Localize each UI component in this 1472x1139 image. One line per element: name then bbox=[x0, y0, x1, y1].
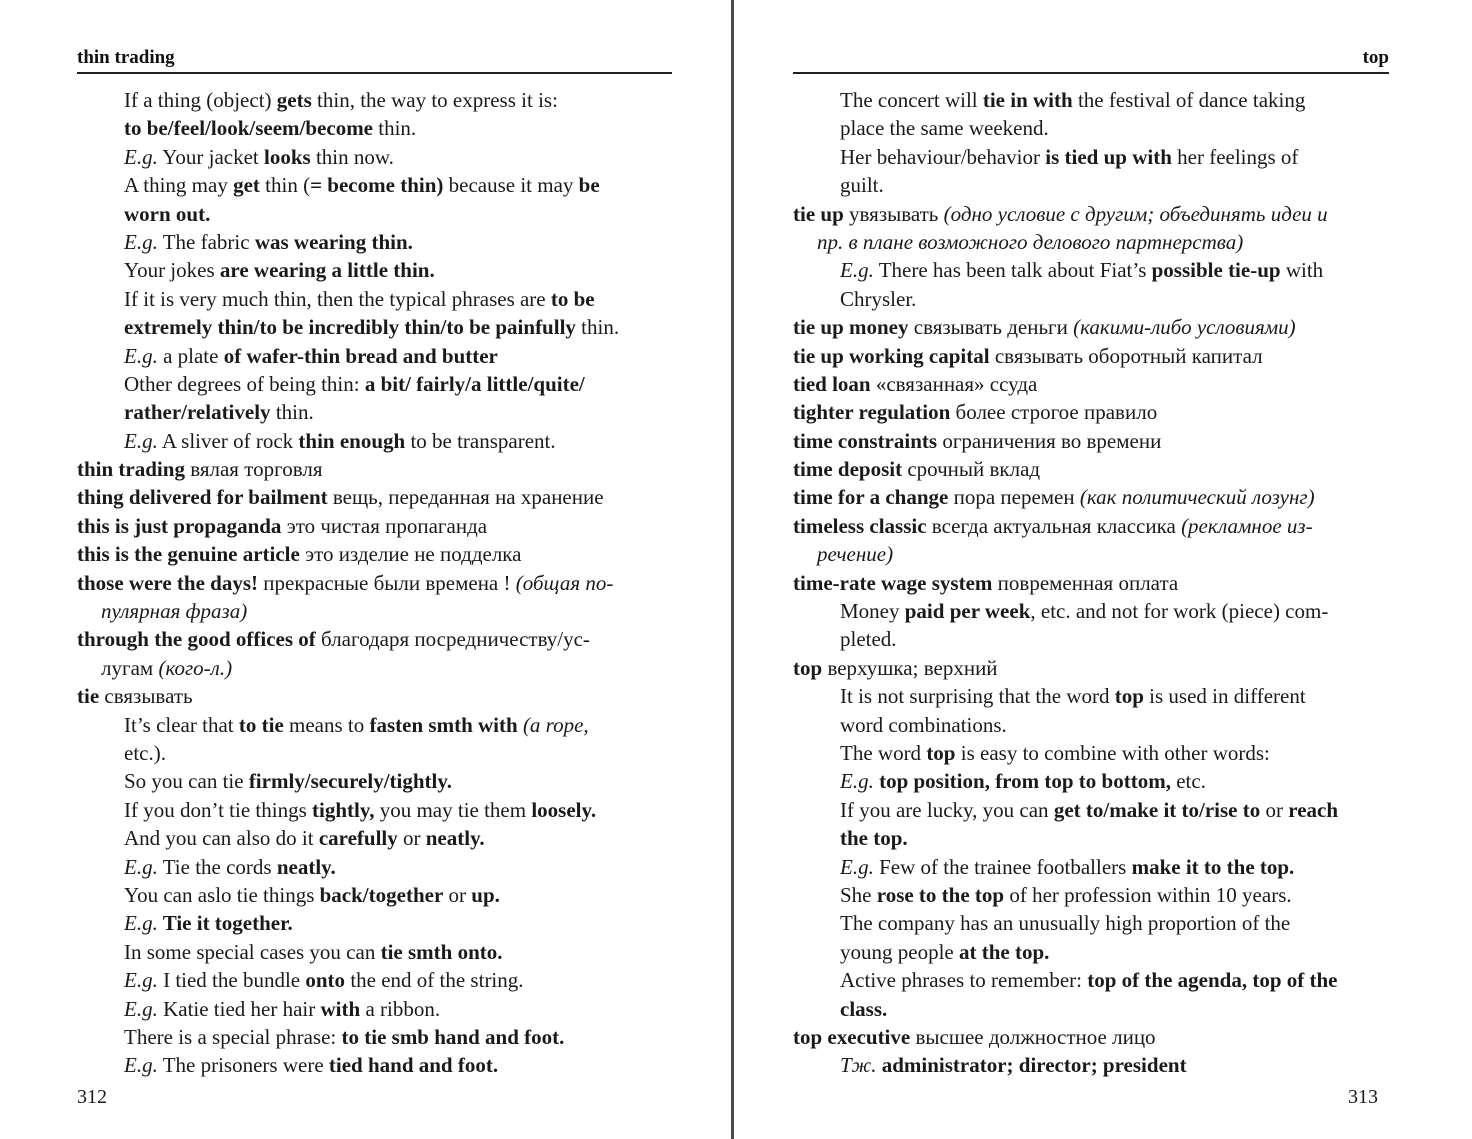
bold-term: gets bbox=[276, 88, 312, 112]
text-line bbox=[793, 938, 1389, 966]
bold-term: top executive bbox=[793, 1024, 911, 1049]
text-run: of her profession within 10 years. bbox=[1004, 882, 1292, 907]
bold-term: a bit/ fairly/a little/quite/ bbox=[364, 371, 585, 396]
text-run: верхушка; верхний bbox=[822, 655, 998, 680]
text-run: There is a special phrase: bbox=[124, 1024, 342, 1049]
text-run: увязывать bbox=[843, 201, 944, 226]
text-line bbox=[793, 256, 1389, 284]
text-line bbox=[77, 796, 673, 824]
text-run: связывать деньги bbox=[908, 315, 1074, 340]
text-run: word combinations. bbox=[840, 712, 1007, 737]
text-line bbox=[793, 625, 1389, 653]
text-line bbox=[77, 256, 673, 284]
text-run: guilt. bbox=[840, 173, 884, 198]
text-run: to be transparent. bbox=[405, 428, 556, 453]
text-line bbox=[793, 455, 1389, 483]
text-line bbox=[77, 540, 673, 568]
bold-term: tied loan bbox=[793, 371, 871, 396]
bold-term: time deposit bbox=[793, 457, 903, 482]
text-line bbox=[793, 228, 1389, 256]
text-line bbox=[793, 1023, 1389, 1051]
bold-term: to be/feel/look/seem/become bbox=[124, 116, 374, 141]
text-line bbox=[77, 569, 673, 597]
text-run: высшее должностное лицо bbox=[910, 1024, 1156, 1049]
header-rule bbox=[77, 72, 672, 74]
text-run: is easy to combine with other words: bbox=[955, 740, 1270, 765]
italic-note: (кого-л.) bbox=[158, 655, 233, 680]
text-run: a plate bbox=[157, 343, 224, 368]
text-line bbox=[793, 654, 1389, 682]
text-run: The company has an unusually high proportion of the bbox=[840, 911, 1291, 936]
text-run: the end of the string. bbox=[345, 968, 524, 993]
text-line bbox=[77, 711, 673, 739]
bold-term: onto bbox=[305, 968, 346, 993]
text-run: thin ( bbox=[259, 173, 311, 198]
right-page bbox=[740, 0, 1472, 1139]
text-line bbox=[77, 86, 673, 114]
italic-note: E.g. bbox=[124, 229, 158, 254]
text-line bbox=[77, 966, 673, 994]
text-line bbox=[77, 200, 673, 228]
bold-term: Tie it together. bbox=[157, 911, 293, 936]
running-head: thin trading bbox=[77, 47, 175, 68]
bold-term: time for a change bbox=[793, 485, 949, 510]
bold-term: time constraints bbox=[793, 428, 938, 453]
text-line bbox=[77, 767, 673, 795]
bold-term: neatly. bbox=[425, 826, 485, 851]
text-run: It’s clear that bbox=[124, 712, 239, 737]
text-run: you may tie them bbox=[374, 797, 532, 822]
italic-note: E.g. bbox=[124, 996, 158, 1021]
bold-term: to tie bbox=[238, 712, 284, 737]
page-text bbox=[793, 86, 1389, 1080]
text-line bbox=[77, 824, 673, 852]
text-line bbox=[77, 398, 673, 426]
text-run: young people bbox=[840, 939, 959, 964]
text-line bbox=[77, 625, 673, 653]
text-line bbox=[793, 143, 1389, 171]
bold-term: was wearing thin. bbox=[254, 229, 413, 254]
text-run: etc.). bbox=[124, 740, 166, 765]
italic-note: E.g. bbox=[840, 258, 874, 283]
text-run: связывать bbox=[99, 684, 193, 709]
text-line bbox=[793, 767, 1389, 795]
text-run: thin. bbox=[373, 116, 417, 141]
text-run: thin. bbox=[575, 315, 620, 340]
bold-term: back/together bbox=[319, 882, 444, 907]
italic-note: (общая по- bbox=[515, 570, 614, 595]
page-number: 313 bbox=[1348, 1086, 1378, 1108]
text-line bbox=[77, 881, 673, 909]
text-line bbox=[77, 995, 673, 1023]
bold-term: looks bbox=[264, 144, 311, 169]
bold-term: paid per week bbox=[904, 599, 1031, 624]
italic-note: пулярная фраза) bbox=[101, 599, 248, 624]
text-run: or bbox=[1260, 797, 1289, 822]
bold-term: of wafer-thin bread and butter bbox=[223, 343, 498, 368]
text-run: place the same weekend. bbox=[840, 116, 1049, 141]
text-run: Money bbox=[840, 599, 905, 624]
text-run: связывать оборотный капитал bbox=[989, 343, 1263, 368]
bold-term: thin enough bbox=[298, 428, 406, 453]
text-run: The fabric bbox=[157, 229, 255, 254]
text-run: or bbox=[443, 882, 472, 907]
text-line bbox=[77, 114, 673, 142]
bold-term: get to/make it to/rise to bbox=[1053, 797, 1261, 822]
text-run: her feelings of bbox=[1171, 144, 1299, 169]
text-line bbox=[793, 512, 1389, 540]
text-run: The concert will bbox=[840, 88, 983, 112]
bold-term: reach bbox=[1288, 797, 1339, 822]
text-line bbox=[793, 427, 1389, 455]
text-run: Your jokes bbox=[124, 258, 220, 283]
text-run: thin, the way to express it is: bbox=[311, 88, 558, 112]
text-line bbox=[793, 995, 1389, 1023]
text-run: повременная оплата bbox=[992, 570, 1179, 595]
bold-term: neatly. bbox=[276, 854, 336, 879]
bold-term: those were the days! bbox=[77, 570, 259, 595]
italic-note: E.g. bbox=[124, 343, 158, 368]
text-run: So you can tie bbox=[124, 769, 249, 794]
text-line bbox=[793, 853, 1389, 881]
bold-term: up. bbox=[471, 882, 500, 907]
text-line bbox=[793, 796, 1389, 824]
italic-note: E.g. bbox=[124, 428, 158, 453]
bold-term: to tie smb hand and foot. bbox=[341, 1024, 565, 1049]
bold-term: tie up bbox=[793, 201, 844, 226]
text-run: Chrysler. bbox=[840, 286, 917, 311]
bold-term: top bbox=[926, 740, 956, 765]
text-run: лугам bbox=[101, 655, 159, 680]
bold-term: tightly, bbox=[312, 797, 375, 822]
bold-term: top of the agenda, top of the bbox=[1087, 968, 1338, 993]
text-run: a ribbon. bbox=[360, 996, 441, 1021]
text-run: I tied the bundle bbox=[157, 968, 306, 993]
running-head: top bbox=[1362, 47, 1389, 68]
bold-term: firmly/securely/tightly. bbox=[248, 769, 452, 794]
text-line bbox=[793, 966, 1389, 994]
text-run: You can aslo tie things bbox=[124, 882, 320, 907]
text-line bbox=[793, 313, 1389, 341]
italic-note: E.g. bbox=[124, 968, 158, 993]
text-run: thin now. bbox=[310, 144, 394, 169]
italic-note: Тж. bbox=[840, 1053, 877, 1078]
text-line bbox=[793, 285, 1389, 313]
text-line bbox=[793, 86, 1389, 114]
text-run: это чистая пропаганда bbox=[281, 513, 488, 538]
text-run: the festival of dance taking bbox=[1072, 88, 1306, 112]
text-run: Active phrases to remember: bbox=[840, 968, 1088, 993]
text-line bbox=[793, 569, 1389, 597]
text-line bbox=[793, 342, 1389, 370]
text-line bbox=[793, 711, 1389, 739]
text-run: If a thing (object) bbox=[124, 88, 277, 112]
text-line bbox=[77, 512, 673, 540]
text-run: If you are lucky, you can bbox=[840, 797, 1054, 822]
text-run: Her behaviour/behavior bbox=[840, 144, 1046, 169]
bold-term: this is the genuine article bbox=[77, 542, 300, 567]
italic-note: E.g. bbox=[124, 144, 158, 169]
text-line bbox=[793, 1051, 1389, 1079]
text-run: In some special cases you can bbox=[124, 939, 381, 964]
text-run: благодаря посредничеству/ус- bbox=[315, 627, 590, 652]
italic-note: (какими-либо условиями) bbox=[1073, 315, 1296, 340]
text-run: , etc. and not for work (piece) com- bbox=[1030, 599, 1329, 624]
bold-term: extremely thin/to be incredibly thin/to be painfully bbox=[124, 315, 576, 340]
text-run: прекрасные были времена ! bbox=[258, 570, 516, 595]
bold-term: top bbox=[1114, 684, 1144, 709]
bold-term: is tied up with bbox=[1045, 144, 1172, 169]
bold-term: worn out. bbox=[124, 201, 211, 226]
bold-term: possible tie-up bbox=[1151, 258, 1281, 283]
page-number: 312 bbox=[77, 1086, 107, 1108]
bold-term: administrator; director; president bbox=[876, 1053, 1187, 1078]
text-run: A thing may bbox=[124, 173, 234, 198]
bold-term: = become thin) bbox=[310, 173, 444, 198]
text-run: срочный вклад bbox=[902, 457, 1041, 482]
text-run: The prisoners were bbox=[157, 1053, 329, 1078]
text-line bbox=[77, 1051, 673, 1079]
text-line bbox=[77, 171, 673, 199]
text-line bbox=[793, 171, 1389, 199]
text-line bbox=[793, 370, 1389, 398]
text-run: is used in different bbox=[1143, 684, 1306, 709]
bold-term: timeless classic bbox=[793, 513, 927, 538]
text-line bbox=[793, 398, 1389, 426]
text-run: вялая торговля bbox=[184, 457, 323, 482]
text-line bbox=[77, 654, 673, 682]
bold-term: make it to the top. bbox=[1131, 854, 1295, 879]
bold-term: the top. bbox=[840, 826, 908, 851]
bold-term: rather/relatively bbox=[124, 400, 271, 425]
italic-note: (как политический лозунг) bbox=[1079, 485, 1315, 510]
text-line bbox=[77, 597, 673, 625]
text-run: The word bbox=[840, 740, 927, 765]
text-line bbox=[793, 483, 1389, 511]
text-run: Few of the trainee footballers bbox=[873, 854, 1132, 879]
text-run: It is not surprising that the word bbox=[840, 684, 1115, 709]
text-line bbox=[793, 540, 1389, 568]
italic-note: (рекламное из- bbox=[1181, 513, 1313, 538]
left-page bbox=[0, 0, 720, 1139]
text-run: There has been talk about Fiat’s bbox=[873, 258, 1152, 283]
italic-note: E.g. bbox=[124, 854, 158, 879]
bold-term: this is just propaganda bbox=[77, 513, 282, 538]
text-line bbox=[793, 200, 1389, 228]
bold-term: tie bbox=[77, 684, 100, 709]
text-line bbox=[77, 938, 673, 966]
text-run: более строгое правило bbox=[950, 400, 1158, 425]
text-run: пора перемен bbox=[948, 485, 1080, 510]
text-line bbox=[77, 342, 673, 370]
bold-term: top position, from top to bottom, bbox=[873, 769, 1171, 794]
text-run: with bbox=[1280, 258, 1324, 283]
text-line bbox=[793, 597, 1389, 625]
bold-term: loosely. bbox=[531, 797, 597, 822]
page-text bbox=[77, 86, 673, 1080]
text-run: Katie tied her hair bbox=[157, 996, 321, 1021]
text-line bbox=[77, 682, 673, 710]
text-line bbox=[77, 853, 673, 881]
bold-term: time-rate wage system bbox=[793, 570, 993, 595]
italic-note: E.g. bbox=[124, 911, 158, 936]
italic-note: E.g. bbox=[124, 1053, 158, 1078]
bold-term: fasten smth with bbox=[369, 712, 518, 737]
text-run: ограничения во времени bbox=[937, 428, 1162, 453]
bold-term: with bbox=[320, 996, 361, 1021]
italic-note: речение) bbox=[817, 542, 894, 567]
bold-term: be bbox=[578, 173, 600, 198]
bold-term: to be bbox=[550, 286, 595, 311]
text-run: And you can also do it bbox=[124, 826, 319, 851]
bold-term: top bbox=[793, 655, 823, 680]
bold-term: rose to the top bbox=[876, 882, 1005, 907]
text-run: pleted. bbox=[840, 627, 897, 652]
bold-term: tie in with bbox=[982, 88, 1073, 112]
text-line bbox=[793, 824, 1389, 852]
text-line bbox=[77, 228, 673, 256]
bold-term: at the top. bbox=[958, 939, 1050, 964]
text-line bbox=[793, 682, 1389, 710]
text-run: She bbox=[840, 882, 877, 907]
text-run: or bbox=[397, 826, 426, 851]
bold-term: tied hand and foot. bbox=[328, 1053, 499, 1078]
text-run: If it is very much thin, then the typical phrases are bbox=[124, 286, 551, 311]
text-line bbox=[77, 313, 673, 341]
italic-note: E.g. bbox=[840, 769, 874, 794]
text-run: etc. bbox=[1170, 769, 1206, 794]
bold-term: are wearing a little thin. bbox=[219, 258, 435, 283]
text-run: thin. bbox=[270, 400, 314, 425]
text-line bbox=[793, 881, 1389, 909]
italic-note: (a rope, bbox=[517, 712, 589, 737]
text-line bbox=[793, 739, 1389, 767]
bold-term: through the good offices of bbox=[77, 627, 316, 652]
bold-term: tie smth onto. bbox=[380, 939, 503, 964]
italic-note: E.g. bbox=[840, 854, 874, 879]
text-line bbox=[77, 370, 673, 398]
bold-term: tighter regulation bbox=[793, 400, 951, 425]
bold-term: tie up working capital bbox=[793, 343, 990, 368]
text-run: всегда актуальная классика bbox=[926, 513, 1182, 538]
text-line bbox=[77, 909, 673, 937]
text-line bbox=[793, 114, 1389, 142]
bold-term: tie up money bbox=[793, 315, 909, 340]
text-run: «связанная» ссуда bbox=[870, 371, 1038, 396]
bold-term: thing delivered for bailment bbox=[77, 485, 328, 510]
book-gutter bbox=[731, 0, 734, 1139]
text-line bbox=[793, 909, 1389, 937]
italic-note: (одно условие с другим; объединять идеи и bbox=[943, 201, 1328, 226]
text-line bbox=[77, 739, 673, 767]
text-line bbox=[77, 143, 673, 171]
bold-term: class. bbox=[840, 996, 888, 1021]
text-run: A sliver of rock bbox=[157, 428, 299, 453]
text-line bbox=[77, 1023, 673, 1051]
text-run: means to bbox=[283, 712, 370, 737]
text-run: вещь, переданная на хранение bbox=[327, 485, 604, 510]
italic-note: пр. в плане возможного делового партнерства) bbox=[817, 229, 1244, 254]
bold-term: thin trading bbox=[77, 457, 185, 482]
text-run: because it may bbox=[443, 173, 579, 198]
text-run: Your jacket bbox=[157, 144, 264, 169]
text-run: Other degrees of being thin: bbox=[124, 371, 365, 396]
text-run: Tie the cords bbox=[157, 854, 277, 879]
text-line bbox=[77, 285, 673, 313]
text-line bbox=[77, 427, 673, 455]
bold-term: get bbox=[233, 173, 260, 198]
text-run: If you don’t tie things bbox=[124, 797, 313, 822]
header-rule bbox=[793, 72, 1389, 74]
text-line bbox=[77, 483, 673, 511]
text-line bbox=[77, 455, 673, 483]
bold-term: carefully bbox=[318, 826, 398, 851]
text-run: это изделие не подделка bbox=[299, 542, 522, 567]
